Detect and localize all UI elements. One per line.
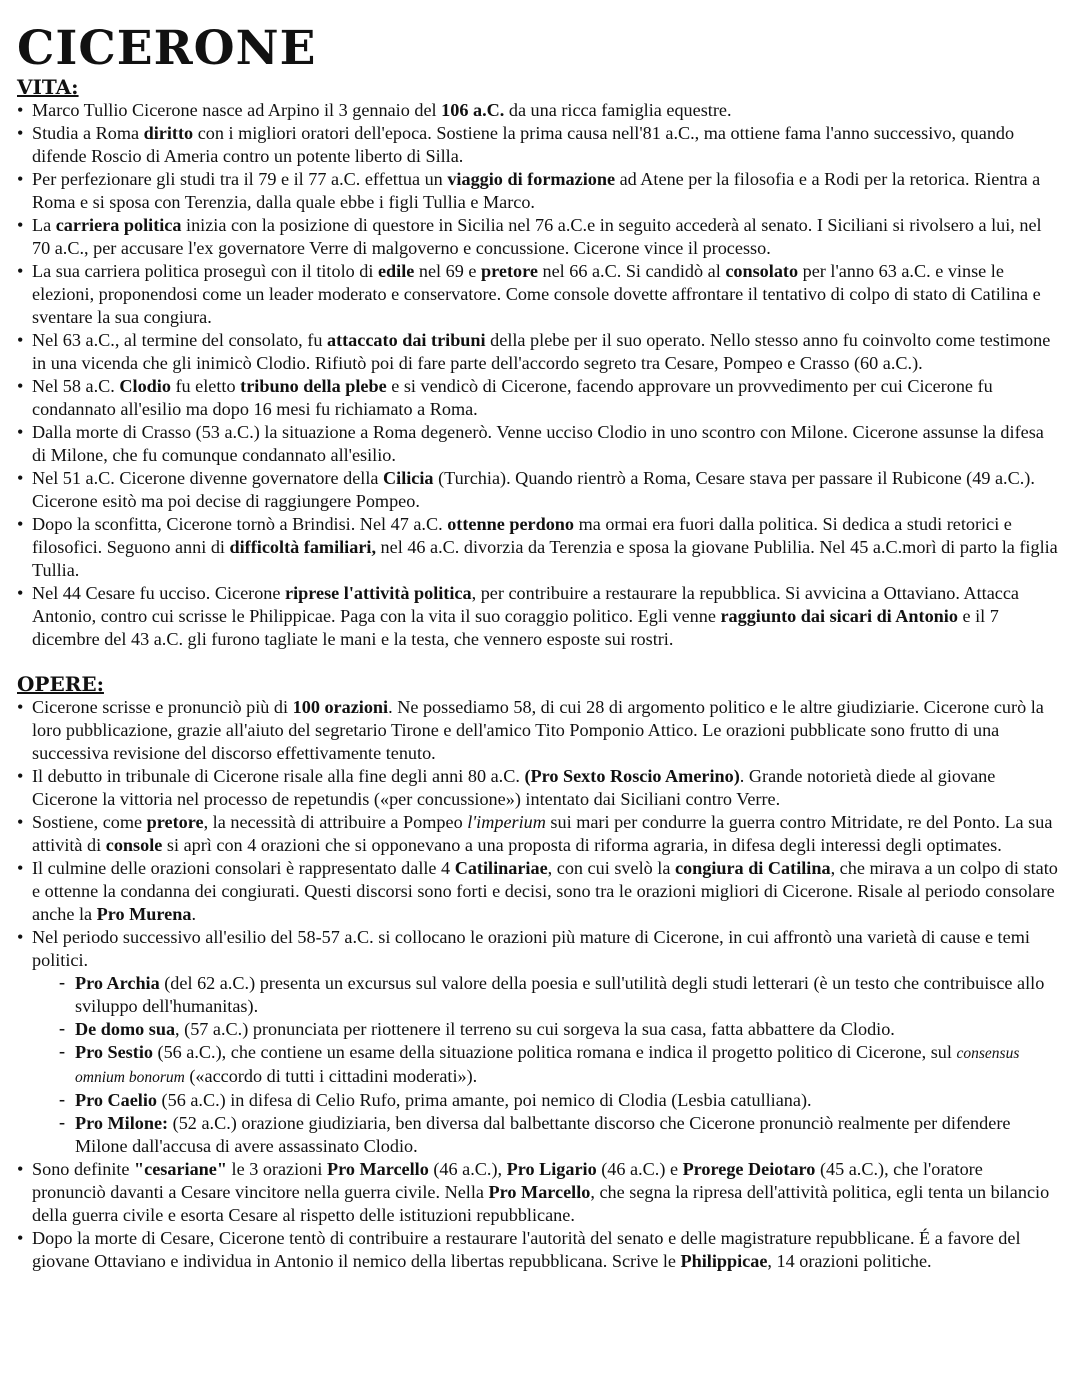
text-segment: , che mirava a un colpo di stato e ottenne la condanna dei congiurati. Questi discorsi sono forti e decisi, sono tra le orazioni migliori di Cicerone. Risale al periodo consolare anche la [32, 858, 1058, 924]
text-segment: . [191, 904, 196, 924]
text-segment: (del 62 a.C.) presenta un excursus sul valore della poesia e sull'utilità degli studi letterari (è un testo che contribuisce allo sviluppo dell'humanitas). [75, 973, 1045, 1016]
text-segment: Dopo la sconfitta, Cicerone tornò a Brindisi. Nel 47 a.C. [32, 514, 448, 534]
text-segment: edile [377, 261, 415, 281]
text-segment: Pro Caelio [75, 1090, 157, 1110]
text-segment: , che segna la ripresa dell'attività politica, egli tenta un bilancio della guerra civile e esorta Cesare al rispetto delle istituzioni repubblicane. [32, 1182, 1050, 1225]
text-segment: pretore [146, 812, 204, 832]
text-segment: Nel 51 a.C. Cicerone divenne governatore della [32, 468, 383, 488]
text-segment: . Grande notorietà diede al giovane Cicerone la vittoria nel processo de repetundis («per concussione») intentato dai Siciliani contro Verre. [32, 766, 996, 809]
oration-sublist-item [59, 1089, 1060, 1112]
text-segment: carriera politica [55, 215, 182, 235]
vita-list-item [17, 260, 1060, 329]
text-segment: inizia con la posizione di questore in Sicilia nel 76 a.C.e in seguito accederà al senato. I Siciliani si rivolsero a lui, nel 70 a.C., per accusare l'ex governatore Verre di malgoverno e concussione. Cicerone vince il processo. [32, 215, 1042, 258]
text-segment: («accordo di tutti i cittadini moderati»). [184, 1066, 478, 1086]
oration-sublist-item [59, 1041, 1060, 1089]
text-segment: raggiunto dai sicari di Antonio [720, 606, 958, 626]
vita-list-item [17, 375, 1060, 421]
text-segment: riprese l'attività politica [285, 583, 472, 603]
text-segment: (45 a.C.), che l'oratore pronunciò davanti a Cesare vincitore nella guerra civile. Nella [32, 1159, 983, 1202]
text-segment: Pro Archia [75, 973, 160, 993]
text-segment: Marco Tullio Cicerone nasce ad Arpino il 3 gennaio del [32, 100, 442, 120]
text-segment: Studia a Roma [32, 123, 144, 143]
text-segment: Dalla morte di Crasso (53 a.C.) la situazione a Roma degenerò. Venne ucciso Clodio in uno scontro con Milone. Cicerone assunse la difesa di Milone, che fu comunque condannato all'esilio. [32, 422, 1044, 465]
text-segment: (56 a.C.), che contiene un esame della situazione politica romana e indica il progetto politico di Cicerone, sul [152, 1042, 957, 1062]
text-segment: e si vendicò di Cicerone, facendo approvare un provvedimento per cui Cicerone fu condannato all'esilio ma dopo 16 mesi fu richiamato a Roma. [32, 376, 993, 419]
text-segment: nel 66 a.C. Si candidò al [537, 261, 726, 281]
text-segment: Sostiene, come [32, 812, 147, 832]
text-segment: nel 69 e [414, 261, 482, 281]
text-segment: congiura di Catilina [674, 858, 831, 878]
section-heading-opere: OPERE: [17, 672, 104, 696]
opere-list-item [17, 1158, 1060, 1227]
text-segment: difficoltà familiari, [229, 537, 376, 557]
text-segment: Catilinariae [454, 858, 548, 878]
text-segment: (Pro Sexto Roscio Amerino) [524, 766, 740, 786]
text-segment: si aprì con 4 orazioni che si opponevano a una proposta di riforma agraria, in difesa degli interessi degli optimates. [162, 835, 1002, 855]
text-segment: . Ne possediamo 58, di cui 28 di argomento politico e le altre giudiziarie. Cicerone curò la loro pubblicazione, grazie all'aiuto del segretario Tirone e dell'amico Tito Pomponio Attico. Le orazioni pubblicate sono frutto di una successiva revisione del discorso effettivamente tenuto. [32, 697, 1044, 763]
text-segment: Dopo la morte di Cesare, Cicerone tentò di contribuire a restaurare l'autorità del senato e delle magistrature repubblicane. É a favore del giovane Ottaviano e individua in Antonio il nemico della libertas repubblicana. Scrive le [32, 1228, 1021, 1271]
text-segment: Pro Milone: [75, 1113, 169, 1133]
text-segment: fu eletto [170, 376, 241, 396]
vita-list-item [17, 214, 1060, 260]
text-segment: Cicerone scrisse e pronunciò più di [32, 697, 293, 717]
text-segment: Pro Sestio [75, 1042, 153, 1062]
text-segment: della plebe per il suo operato. Nello stesso anno fu coinvolto come testimone in una vicenda che gli inimicò Clodio. Rifiutò poi di fare parte dell'accordo segreto tra Cesare, Pompeo e Crasso (60 a.C.). [32, 330, 1051, 373]
opere-list [17, 696, 1060, 1273]
text-segment: Per perfezionare gli studi tra il 79 e il 77 a.C. effettua un [32, 169, 448, 189]
oration-sublist [32, 972, 1060, 1158]
text-segment: 100 orazioni [292, 697, 389, 717]
text-segment: Philippicae [680, 1251, 768, 1271]
opere-list-item [17, 696, 1060, 765]
text-segment: De domo sua [75, 1019, 176, 1039]
text-segment: (56 a.C.) in difesa di Celio Rufo, prima amante, poi nemico di Clodia (Lesbia catulliana). [157, 1090, 812, 1110]
text-segment: , la necessità di attribuire a Pompeo [203, 812, 468, 832]
text-segment: tribuno della plebe [240, 376, 387, 396]
text-segment: Nel periodo successivo all'esilio del 58-57 a.C. si collocano le orazioni più mature di Cicerone, in cui affrontò una varietà di cause e temi politici. [32, 927, 1030, 970]
text-segment: consolato [725, 261, 799, 281]
text-segment: ma ormai era fuori dalla politica. Si dedica a studi retorici e filosofici. Seguono anni di [32, 514, 1012, 557]
text-segment: Il debutto in tribunale di Cicerone risale alla fine degli anni 80 a.C. [32, 766, 525, 786]
text-segment: ottenne perdono [447, 514, 575, 534]
text-segment: (Turchia). Quando rientrò a Roma, Cesare stava per passare il Rubicone (49 a.C.). Cicerone esitò ma poi decise di raggiungere Pompeo. [32, 468, 1035, 511]
text-segment: con i migliori oratori dell'epoca. Sostiene la prima causa nell'81 a.C., ma ottiene fama l'anno successivo, quando difende Roscio di Ameria contro un potente liberto di Silla. [32, 123, 1015, 166]
text-segment: Pro Marcello [488, 1182, 591, 1202]
vita-list [17, 99, 1060, 651]
text-segment: nel 46 a.C. divorzia da Terenzia e sposa la giovane Publilia. Nel 45 a.C.morì di parto la figlia Tullia. [32, 537, 1058, 580]
text-segment: Pro Ligario [506, 1159, 597, 1179]
text-segment: , 14 orazioni politiche. [767, 1251, 932, 1271]
vita-list-item [17, 122, 1060, 168]
text-segment: La sua carriera politica proseguì con il titolo di [32, 261, 378, 281]
text-segment: , con cui svelò la [547, 858, 675, 878]
vita-list-item [17, 329, 1060, 375]
text-segment: Il culmine delle orazioni consolari è rappresentato dalle 4 [32, 858, 455, 878]
text-segment: Pro Murena [96, 904, 192, 924]
opere-list-item [17, 926, 1060, 1158]
text-segment: (46 a.C.), [428, 1159, 507, 1179]
text-segment: l'imperium [467, 812, 546, 832]
opere-list-item [17, 857, 1060, 926]
text-segment: Sono definite [32, 1159, 135, 1179]
vita-list-item [17, 513, 1060, 582]
text-segment: 106 a.C. [441, 100, 505, 120]
text-segment: viaggio di formazione [447, 169, 616, 189]
text-segment: diritto [143, 123, 194, 143]
opere-list-item [17, 811, 1060, 857]
text-segment: pretore [481, 261, 538, 281]
text-segment: le 3 orazioni [226, 1159, 327, 1179]
oration-sublist-item [59, 972, 1060, 1018]
text-segment: Cilicia [383, 468, 434, 488]
section-heading-vita: VITA: [17, 75, 79, 99]
text-segment: "cesariane" [134, 1159, 227, 1179]
text-segment: sui mari per condurre la guerra contro Mitridate, re del Ponto. La sua attività di [32, 812, 1053, 855]
text-segment: , per contribuire a restaurare la repubblica. Si avvicina a Ottaviano. Attacca Antonio, contro cui scrisse le Philippicae. Paga con la vita il suo coraggio politico. Egli venne [32, 583, 1019, 626]
text-segment: per l'anno 63 a.C. e vinse le elezioni, proponendosi come un leader moderato e conservatore. Come console dovette affrontare il tentativo di colpo di stato di Catilina e sventare la sua congiura. [32, 261, 1041, 327]
oration-sublist-item [59, 1112, 1060, 1158]
text-segment: (52 a.C.) orazione giudiziaria, ben diversa dal balbettante discorso che Cicerone pronunciò realmente per difendere Milone dall'accusa di avere assassinato Clodio. [75, 1113, 1011, 1156]
vita-list-item [17, 467, 1060, 513]
text-segment: Prorege Deiotaro [682, 1159, 816, 1179]
text-segment: e il 7 dicembre del 43 a.C. gli furono tagliate le mani e la testa, che vennero esposte sui rostri. [32, 606, 999, 649]
oration-sublist-item [59, 1018, 1060, 1041]
opere-list-item [17, 1227, 1060, 1273]
text-segment: La [32, 215, 56, 235]
text-segment: consensus omnium bonorum [75, 1045, 1020, 1086]
text-segment: da una ricca famiglia equestre. [504, 100, 732, 120]
text-segment: attaccato dai tribuni [326, 330, 486, 350]
text-segment: Nel 44 Cesare fu ucciso. Cicerone [32, 583, 286, 603]
vita-list-item [17, 168, 1060, 214]
text-segment: Pro Marcello [326, 1159, 429, 1179]
opere-list-item [17, 765, 1060, 811]
text-segment: , (57 a.C.) pronunciata per riottenere il terreno su cui sorgeva la sua casa, fatta abbattere da Clodio. [175, 1019, 895, 1039]
text-segment: console [105, 835, 163, 855]
text-segment: (46 a.C.) e [596, 1159, 683, 1179]
text-segment: Nel 63 a.C., al termine del consolato, fu [32, 330, 327, 350]
vita-list-item [17, 421, 1060, 467]
page-title: CICERONE [17, 21, 317, 76]
text-segment: ad Atene per la filosofia e a Rodi per la retorica. Rientra a Roma e si sposa con Terenzia, dalla quale ebbe i figli Tullia e Marco. [32, 169, 1041, 212]
vita-list-item [17, 99, 1060, 122]
text-segment: Nel 58 a.C. [32, 376, 120, 396]
vita-list-item [17, 582, 1060, 651]
text-segment: Clodio [119, 376, 171, 396]
